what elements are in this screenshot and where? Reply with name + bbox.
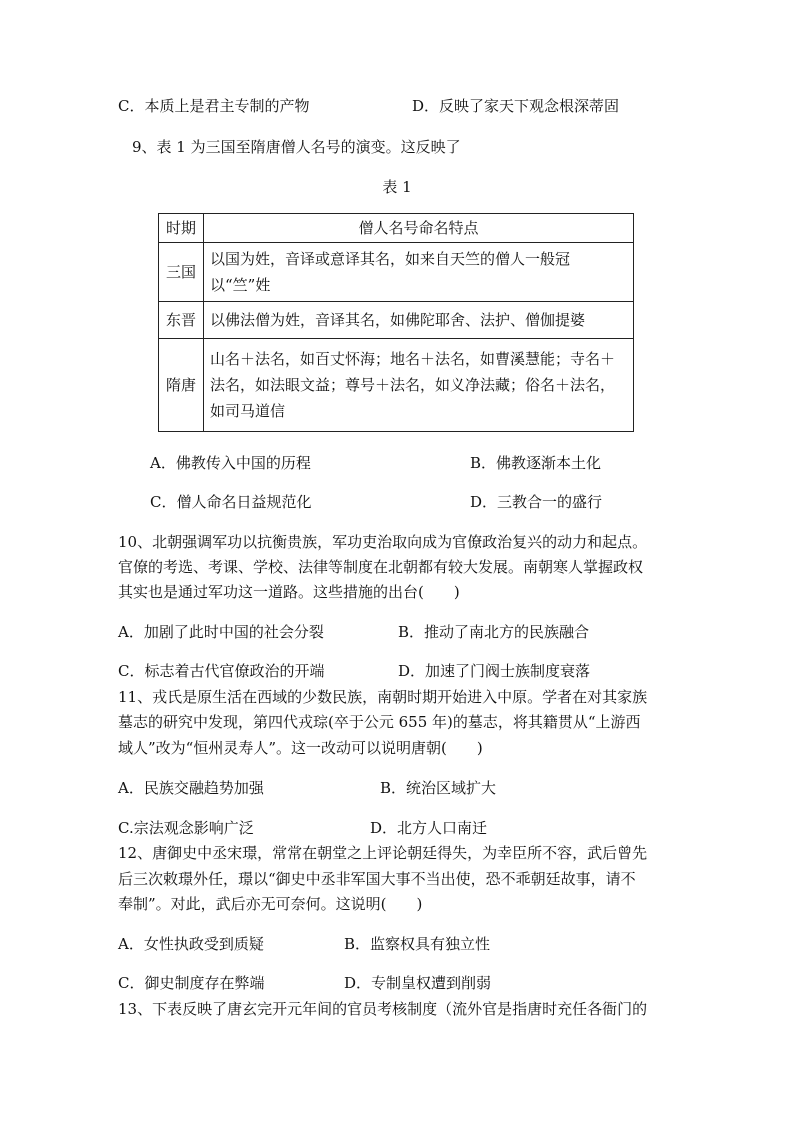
- q12-option-b: B．监察权具有独立性: [344, 935, 491, 953]
- table-row: [159, 243, 634, 302]
- q10-option-c: C．标志着古代官僚政治的开端: [118, 662, 325, 680]
- q10-line-3: 其实也是通过军功这一道路。这些措施的出台( ): [118, 583, 460, 601]
- table-caption: 表 1: [382, 178, 412, 196]
- q12-line-3: 奉制”。对此，武后亦无可奈何。这说明( ): [118, 895, 423, 913]
- q12-line-2: 后三次敕璟外任，璟以“御史中丞非军国大事不当出使，恐不乖朝廷故事，请不: [118, 870, 636, 888]
- q9-option-d: D．三教合一的盛行: [470, 493, 603, 511]
- table-row: [159, 339, 634, 432]
- q10-line-1: 10、北朝强调军功以抗衡贵族，军功吏治取向成为官僚政治复兴的动力和起点。: [118, 533, 648, 551]
- q11-line-2: 墓志的研究中发现，第四代戎琮(卒于公元 655 年)的墓志，将其籍贯从“上游西: [118, 713, 641, 731]
- q12-option-d: D．专制皇权遭到削弱: [344, 974, 492, 992]
- q8-option-c: C．本质上是君主专制的产物: [118, 97, 310, 115]
- q10-option-a: A．加剧了此时中国的社会分裂: [118, 623, 324, 641]
- q11-option-c: C.宗法观念影响广泛: [118, 819, 254, 837]
- q9-stem: 9、表 1 为三国至隋唐僧人名号的演变。这反映了: [132, 138, 461, 156]
- q13-line-1: 13、下表反映了唐玄完开元年间的官员考核制度（流外官是指唐时充任各衙门的: [118, 1000, 648, 1018]
- row-period: 三国: [159, 243, 204, 302]
- q11-line-3: 域人”改为“恒州灵寿人”。这一改动可以说明唐朝( ): [118, 739, 483, 757]
- q12-line-1: 12、唐御史中丞宋璟，常常在朝堂之上评论朝廷得失，为幸臣所不容，武后曾先: [118, 844, 648, 862]
- row-period: 隋唐: [159, 339, 204, 432]
- q9-option-c: C．僧人命名日益规范化: [150, 493, 312, 511]
- table-header-row: [159, 214, 634, 243]
- q10-option-d: D．加速了门阀士族制度衰落: [398, 662, 591, 680]
- q11-option-b: B．统治区域扩大: [380, 779, 497, 797]
- header-period: 时期: [159, 214, 204, 243]
- q9-option-b: B．佛教逐渐本土化: [470, 454, 602, 472]
- q8-option-d: D．反映了家天下观念根深蒂固: [412, 97, 620, 115]
- header-feature: 僧人名号命名特点: [204, 214, 634, 243]
- q10-option-b: B．推动了南北方的民族融合: [398, 623, 590, 641]
- q11-line-1: 11、戎氏是原生活在西域的少数民族，南朝时期开始进入中原。学者在对其家族: [118, 688, 648, 706]
- row-desc: 山名＋法名，如百丈怀海；地名＋法名，如曹溪慧能；寺名＋法名，如法眼文益；尊号＋法名，如义净法藏；俗名＋法名，如司马道信: [204, 339, 634, 432]
- row-period: 东晋: [159, 302, 204, 339]
- q11-option-a: A．民族交融趋势加强: [118, 779, 264, 797]
- q9-option-a: A．佛教传入中国的历程: [150, 454, 311, 472]
- row-desc: 以国为姓，音译或意译其名，如来自天竺的僧人一般冠以“竺”姓: [204, 243, 634, 302]
- table-row: [159, 302, 634, 339]
- q11-option-d: D．北方人口南迁: [370, 819, 488, 837]
- q10-line-2: 官僚的考选、考课、学校、法律等制度在北朝都有较大发展。南朝寒人掌握政权: [118, 558, 644, 576]
- q12-option-a: A．女性执政受到质疑: [118, 935, 264, 953]
- monk-name-table: [158, 213, 634, 432]
- row-desc: 以佛法僧为姓，音译其名，如佛陀耶舍、法护、僧伽提婆: [204, 302, 634, 339]
- q12-option-c: C．御史制度存在弊端: [118, 974, 265, 992]
